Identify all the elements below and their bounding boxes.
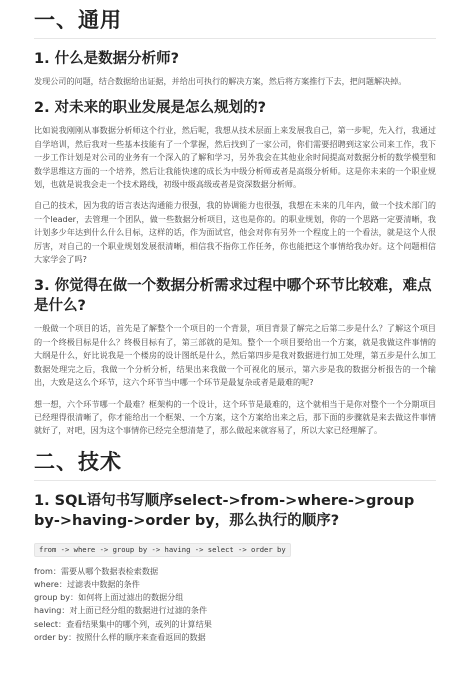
question-title-career-plan: 2. 对未来的职业发展是怎么规划的? [34, 100, 267, 117]
sql-clause-list [34, 565, 436, 644]
list-item: order by：按照什么样的顺序来查看返回的数据 [34, 631, 206, 642]
answer-paragraph: 一般做一个项目的话，首先是了解整个一个项目的一个背景，项目背景了解完之后第二步是什么？了解这个项目的一个终极目标是什么？终极目标有了，第三部就的是知。整个一个项目要给出一个方案，就是我做这件事情的大纲是什么，好比说我是一个楼房的设计图纸是什么，然后第四步是我对数据进行加工处理，第五步是什么加工数据处理完之后，我做一个分析分析，结果出来我做一个可视化的展示，第六步是我的数据分析报告的一个输出，大致是这么个环节，这六个环节当中哪一个环节是最复杂或者是最难的呢? [34, 323, 436, 388]
answer-paragraph: 比如说我刚刚从事数据分析师这个行业，然后呢，我想从技术层面上来发展我自己，第一步呢，先入行，我通过自学培训，然后我对一些基本技能有了一个掌握，然后找到了一家公司，你们需要招聘到这家公司来工作，我下一步工作计划是对公司的业务有一个深入的了解和学习，另外我会在其他业余时间提高对数据分析的数学模型和数学思维这方面的一个培养，然后让我能快速的成长为中级分析师或者是高级分析师。这是你未来的一个职业规划，也就是说我会走一个技术路线，初级中级高级或者是资深数据分析师。 [34, 125, 436, 190]
list-item: from：需要从哪个数据表检索数据 [34, 565, 159, 576]
list-item: group by：如何将上面过滤出的数据分组 [34, 592, 184, 603]
answer-paragraph: 想一想，六个环节哪一个最难？框架构的一个设计，这个环节是最难的，这个就相当于是你对整个一个分期项目已经理得很清晰了，你才能给出一个框架、一个方案，这个方案给出来之后，那下面的步骤就是来去做这件事情就好了，对吧，因为这个事情你已经完全想清楚了，那么做起来就容易了，所以大家已经理解了。 [34, 398, 436, 436]
list-item: where：过滤表中数据的条件 [34, 578, 140, 589]
list-item: select：查看结果集中的哪个列，或列的计算结果 [34, 618, 212, 629]
section-title-general: 一、通用 [34, 6, 436, 39]
question-title-hardest-step: 3. 你觉得在做一个数据分析需求过程中哪个环节比较难，难点是什么? [34, 278, 432, 315]
answer-paragraph: 自己的技术，因为我的语言表达沟通能力很强，我的协调能力也很强，我想在未来的几年内，做一个技术部门的一个leader，去管理一个团队，做一些数据分析项目，这也是你的。的职业规划，你的一个思路一定要清晰，我计划多少年达到什么什么目标，这样的话，作为面试官，他会对你有另外一个程度上的一个看法，就是这个人很厉害，对自己的一个职业规划发展很清晰，相信我不指你工作任务，你也能把这个事情给我办好。这个问题相信大家学会了吗? [34, 200, 436, 265]
question-title-sql-order: 1. SQL语句书写顺序select->from->where->group by->having->order by，那么执行的顺序? [34, 492, 415, 529]
section-title-technical: 二、技术 [34, 448, 436, 481]
question-title-what-is-analyst: 1. 什么是数据分析师? [34, 51, 180, 67]
inline-code: from -> where -> group by -> having -> select -> order by [34, 543, 291, 557]
list-item: having：对上面已经分组的数据进行过滤的条件 [34, 605, 208, 616]
sql-order-code [34, 537, 436, 565]
answer-paragraph: 发现公司的问题，结合数据给出证据，并给出可执行的解决方案，然后将方案推行下去，把问题解决掉。 [34, 76, 407, 86]
